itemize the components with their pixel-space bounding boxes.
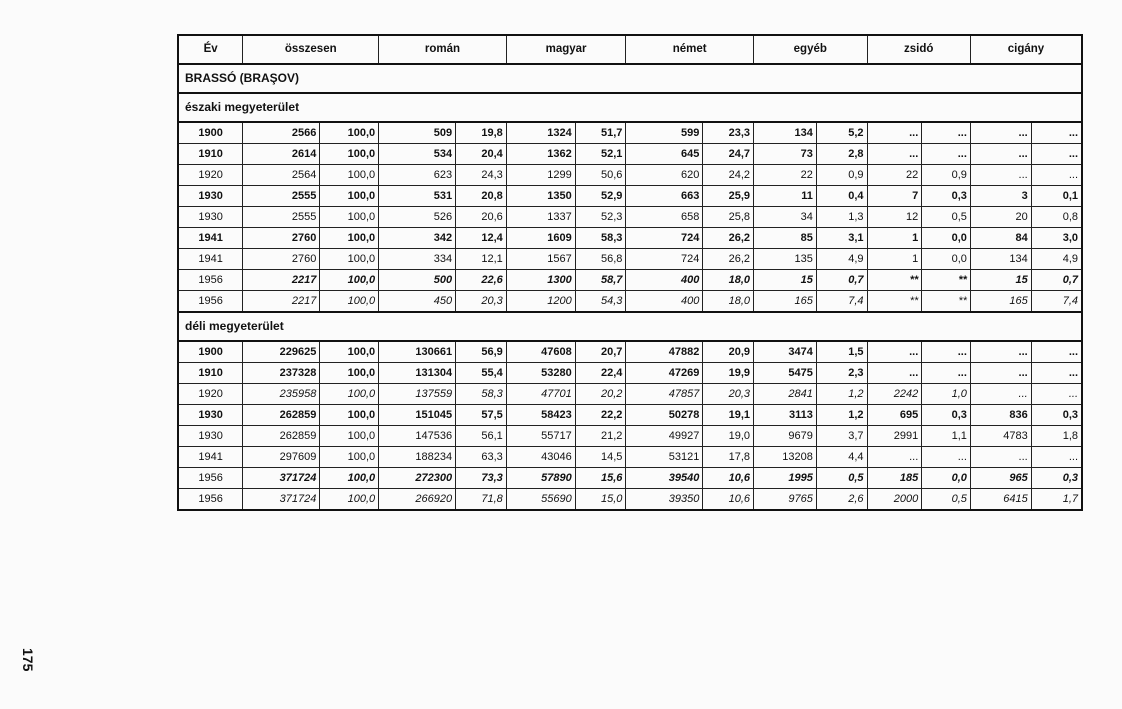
value-cell: 1,1 bbox=[922, 426, 971, 447]
value-cell: 63,3 bbox=[456, 447, 507, 468]
value-cell: 26,2 bbox=[703, 228, 754, 249]
value-cell: ... bbox=[867, 447, 922, 468]
value-cell: 5,2 bbox=[816, 122, 867, 144]
value-cell: 0,5 bbox=[816, 468, 867, 489]
value-cell: 100,0 bbox=[320, 165, 379, 186]
value-cell: 73,3 bbox=[456, 468, 507, 489]
value-cell: ... bbox=[867, 122, 922, 144]
value-cell: 15,6 bbox=[575, 468, 626, 489]
value-cell: 0,9 bbox=[922, 165, 971, 186]
value-cell: 9679 bbox=[754, 426, 817, 447]
header-row bbox=[178, 35, 1082, 64]
value-cell: ... bbox=[922, 144, 971, 165]
value-cell: 450 bbox=[379, 291, 456, 313]
value-cell: 137559 bbox=[379, 384, 456, 405]
page-number: 175 bbox=[20, 648, 36, 672]
value-cell: 262859 bbox=[243, 426, 320, 447]
value-cell: 0,3 bbox=[922, 186, 971, 207]
value-cell: 58423 bbox=[506, 405, 575, 426]
value-cell: 47269 bbox=[626, 363, 703, 384]
value-cell: 14,5 bbox=[575, 447, 626, 468]
header-other: egyéb bbox=[754, 35, 867, 64]
value-cell: ... bbox=[1031, 447, 1082, 468]
value-cell: 724 bbox=[626, 228, 703, 249]
value-cell: 1 bbox=[867, 249, 922, 270]
value-cell: 3113 bbox=[754, 405, 817, 426]
value-cell: 100,0 bbox=[320, 468, 379, 489]
value-cell: 1299 bbox=[506, 165, 575, 186]
value-cell: ... bbox=[970, 144, 1031, 165]
value-cell: 400 bbox=[626, 270, 703, 291]
value-cell: 52,3 bbox=[575, 207, 626, 228]
value-cell: 100,0 bbox=[320, 249, 379, 270]
year-cell: 1910 bbox=[178, 144, 243, 165]
value-cell: 2,3 bbox=[816, 363, 867, 384]
value-cell: 58,7 bbox=[575, 270, 626, 291]
year-cell: 1941 bbox=[178, 249, 243, 270]
value-cell: 0,1 bbox=[1031, 186, 1082, 207]
value-cell: 19,0 bbox=[703, 426, 754, 447]
value-cell: ... bbox=[922, 122, 971, 144]
value-cell: 22 bbox=[867, 165, 922, 186]
census-table-container bbox=[177, 34, 1083, 511]
value-cell: 10,6 bbox=[703, 489, 754, 511]
value-cell: 262859 bbox=[243, 405, 320, 426]
value-cell: 0,0 bbox=[922, 468, 971, 489]
value-cell: 100,0 bbox=[320, 270, 379, 291]
value-cell: 52,9 bbox=[575, 186, 626, 207]
value-cell: 4783 bbox=[970, 426, 1031, 447]
value-cell: 18,0 bbox=[703, 291, 754, 313]
value-cell: 2566 bbox=[243, 122, 320, 144]
value-cell: ... bbox=[970, 341, 1031, 363]
value-cell: ... bbox=[1031, 341, 1082, 363]
value-cell: ** bbox=[922, 270, 971, 291]
value-cell: 25,9 bbox=[703, 186, 754, 207]
value-cell: 272300 bbox=[379, 468, 456, 489]
value-cell: 56,9 bbox=[456, 341, 507, 363]
table-row bbox=[178, 144, 1082, 165]
value-cell: 2242 bbox=[867, 384, 922, 405]
value-cell: 7,4 bbox=[1031, 291, 1082, 313]
value-cell: ... bbox=[922, 363, 971, 384]
county-row bbox=[178, 64, 1082, 93]
value-cell: 49927 bbox=[626, 426, 703, 447]
value-cell: 84 bbox=[970, 228, 1031, 249]
value-cell: 47608 bbox=[506, 341, 575, 363]
value-cell: 266920 bbox=[379, 489, 456, 511]
value-cell: 500 bbox=[379, 270, 456, 291]
value-cell: ... bbox=[867, 144, 922, 165]
value-cell: ... bbox=[867, 363, 922, 384]
value-cell: 20,9 bbox=[703, 341, 754, 363]
value-cell: 19,9 bbox=[703, 363, 754, 384]
value-cell: 57,5 bbox=[456, 405, 507, 426]
value-cell: 100,0 bbox=[320, 447, 379, 468]
value-cell: ** bbox=[867, 291, 922, 313]
value-cell: 5475 bbox=[754, 363, 817, 384]
value-cell: 663 bbox=[626, 186, 703, 207]
value-cell: 2841 bbox=[754, 384, 817, 405]
value-cell: ... bbox=[970, 447, 1031, 468]
value-cell: 4,9 bbox=[1031, 249, 1082, 270]
value-cell: 134 bbox=[970, 249, 1031, 270]
value-cell: 151045 bbox=[379, 405, 456, 426]
value-cell: 229625 bbox=[243, 341, 320, 363]
value-cell: 2217 bbox=[243, 291, 320, 313]
value-cell: 13208 bbox=[754, 447, 817, 468]
table-row bbox=[178, 447, 1082, 468]
value-cell: 22,6 bbox=[456, 270, 507, 291]
value-cell: 134 bbox=[754, 122, 817, 144]
value-cell: ** bbox=[922, 291, 971, 313]
value-cell: 58,3 bbox=[456, 384, 507, 405]
year-cell: 1910 bbox=[178, 363, 243, 384]
value-cell: 334 bbox=[379, 249, 456, 270]
value-cell: 0,7 bbox=[816, 270, 867, 291]
header-hungarian: magyar bbox=[506, 35, 626, 64]
value-cell: 130661 bbox=[379, 341, 456, 363]
value-cell: 100,0 bbox=[320, 144, 379, 165]
value-cell: 0,8 bbox=[1031, 207, 1082, 228]
value-cell: 2555 bbox=[243, 207, 320, 228]
value-cell: 20,8 bbox=[456, 186, 507, 207]
value-cell: 15 bbox=[970, 270, 1031, 291]
year-cell: 1956 bbox=[178, 291, 243, 313]
year-cell: 1956 bbox=[178, 468, 243, 489]
value-cell: 4,9 bbox=[816, 249, 867, 270]
table-row bbox=[178, 291, 1082, 313]
header-year: Év bbox=[178, 35, 243, 64]
value-cell: 1 bbox=[867, 228, 922, 249]
year-cell: 1941 bbox=[178, 228, 243, 249]
value-cell: 342 bbox=[379, 228, 456, 249]
table-row bbox=[178, 384, 1082, 405]
value-cell: 2760 bbox=[243, 249, 320, 270]
value-cell: 188234 bbox=[379, 447, 456, 468]
value-cell: 400 bbox=[626, 291, 703, 313]
value-cell: 3 bbox=[970, 186, 1031, 207]
section-title: északi megyeterület bbox=[178, 93, 1082, 122]
value-cell: 0,3 bbox=[1031, 468, 1082, 489]
value-cell: 4,4 bbox=[816, 447, 867, 468]
value-cell: 165 bbox=[970, 291, 1031, 313]
value-cell: 50,6 bbox=[575, 165, 626, 186]
value-cell: 724 bbox=[626, 249, 703, 270]
value-cell: 135 bbox=[754, 249, 817, 270]
value-cell: 20,6 bbox=[456, 207, 507, 228]
value-cell: 100,0 bbox=[320, 384, 379, 405]
value-cell: 20,2 bbox=[575, 384, 626, 405]
value-cell: 39350 bbox=[626, 489, 703, 511]
value-cell: 2,8 bbox=[816, 144, 867, 165]
value-cell: 2000 bbox=[867, 489, 922, 511]
value-cell: 371724 bbox=[243, 489, 320, 511]
value-cell: 1362 bbox=[506, 144, 575, 165]
value-cell: 43046 bbox=[506, 447, 575, 468]
year-cell: 1900 bbox=[178, 341, 243, 363]
value-cell: 9765 bbox=[754, 489, 817, 511]
value-cell: 55717 bbox=[506, 426, 575, 447]
value-cell: 3,7 bbox=[816, 426, 867, 447]
value-cell: 19,1 bbox=[703, 405, 754, 426]
value-cell: 24,3 bbox=[456, 165, 507, 186]
value-cell: 15 bbox=[754, 270, 817, 291]
value-cell: ... bbox=[970, 122, 1031, 144]
value-cell: 3,1 bbox=[816, 228, 867, 249]
value-cell: 1,0 bbox=[922, 384, 971, 405]
year-cell: 1930 bbox=[178, 186, 243, 207]
table-row bbox=[178, 165, 1082, 186]
value-cell: 0,3 bbox=[1031, 405, 1082, 426]
value-cell: 20,3 bbox=[456, 291, 507, 313]
year-cell: 1930 bbox=[178, 426, 243, 447]
value-cell: 100,0 bbox=[320, 363, 379, 384]
value-cell: 1324 bbox=[506, 122, 575, 144]
section-row bbox=[178, 312, 1082, 341]
value-cell: 54,3 bbox=[575, 291, 626, 313]
value-cell: 12 bbox=[867, 207, 922, 228]
value-cell: 1,5 bbox=[816, 341, 867, 363]
value-cell: 2217 bbox=[243, 270, 320, 291]
value-cell: 47857 bbox=[626, 384, 703, 405]
value-cell: 100,0 bbox=[320, 405, 379, 426]
value-cell: 2614 bbox=[243, 144, 320, 165]
value-cell: 24,2 bbox=[703, 165, 754, 186]
value-cell: 50278 bbox=[626, 405, 703, 426]
value-cell: 0,7 bbox=[1031, 270, 1082, 291]
value-cell: 26,2 bbox=[703, 249, 754, 270]
table-row bbox=[178, 228, 1082, 249]
value-cell: ** bbox=[867, 270, 922, 291]
value-cell: 100,0 bbox=[320, 186, 379, 207]
value-cell: 7,4 bbox=[816, 291, 867, 313]
value-cell: 6415 bbox=[970, 489, 1031, 511]
value-cell: 24,7 bbox=[703, 144, 754, 165]
value-cell: 531 bbox=[379, 186, 456, 207]
table-row bbox=[178, 405, 1082, 426]
value-cell: ... bbox=[970, 363, 1031, 384]
value-cell: 39540 bbox=[626, 468, 703, 489]
value-cell: 18,0 bbox=[703, 270, 754, 291]
value-cell: 1337 bbox=[506, 207, 575, 228]
table-body bbox=[178, 64, 1082, 510]
value-cell: ... bbox=[1031, 165, 1082, 186]
value-cell: 237328 bbox=[243, 363, 320, 384]
value-cell: ... bbox=[1031, 122, 1082, 144]
value-cell: 15,0 bbox=[575, 489, 626, 511]
header-romanian: román bbox=[379, 35, 507, 64]
value-cell: 17,8 bbox=[703, 447, 754, 468]
value-cell: 20 bbox=[970, 207, 1031, 228]
table-row bbox=[178, 489, 1082, 511]
value-cell: 56,8 bbox=[575, 249, 626, 270]
value-cell: 55,4 bbox=[456, 363, 507, 384]
value-cell: 3,0 bbox=[1031, 228, 1082, 249]
year-cell: 1941 bbox=[178, 447, 243, 468]
table-row bbox=[178, 341, 1082, 363]
value-cell: 2991 bbox=[867, 426, 922, 447]
value-cell: 19,8 bbox=[456, 122, 507, 144]
value-cell: 235958 bbox=[243, 384, 320, 405]
value-cell: 620 bbox=[626, 165, 703, 186]
value-cell: 55690 bbox=[506, 489, 575, 511]
county-title: BRASSÓ (BRAŞOV) bbox=[178, 64, 1082, 93]
value-cell: 2760 bbox=[243, 228, 320, 249]
value-cell: 965 bbox=[970, 468, 1031, 489]
value-cell: 599 bbox=[626, 122, 703, 144]
value-cell: 22,2 bbox=[575, 405, 626, 426]
value-cell: 526 bbox=[379, 207, 456, 228]
value-cell: 100,0 bbox=[320, 341, 379, 363]
value-cell: 1995 bbox=[754, 468, 817, 489]
value-cell: 22,4 bbox=[575, 363, 626, 384]
value-cell: 1200 bbox=[506, 291, 575, 313]
value-cell: 100,0 bbox=[320, 291, 379, 313]
value-cell: 1,3 bbox=[816, 207, 867, 228]
value-cell: 53280 bbox=[506, 363, 575, 384]
value-cell: 58,3 bbox=[575, 228, 626, 249]
value-cell: 1350 bbox=[506, 186, 575, 207]
value-cell: 22 bbox=[754, 165, 817, 186]
value-cell: 47882 bbox=[626, 341, 703, 363]
value-cell: 100,0 bbox=[320, 207, 379, 228]
value-cell: 71,8 bbox=[456, 489, 507, 511]
value-cell: 185 bbox=[867, 468, 922, 489]
value-cell: 371724 bbox=[243, 468, 320, 489]
header-total: összesen bbox=[243, 35, 379, 64]
value-cell: 20,3 bbox=[703, 384, 754, 405]
value-cell: 2564 bbox=[243, 165, 320, 186]
value-cell: 53121 bbox=[626, 447, 703, 468]
census-table bbox=[177, 34, 1083, 511]
value-cell: 2,6 bbox=[816, 489, 867, 511]
value-cell: 695 bbox=[867, 405, 922, 426]
section-title: déli megyeterület bbox=[178, 312, 1082, 341]
value-cell: 57890 bbox=[506, 468, 575, 489]
value-cell: 0,0 bbox=[922, 249, 971, 270]
value-cell: 0,4 bbox=[816, 186, 867, 207]
value-cell: ... bbox=[970, 384, 1031, 405]
year-cell: 1930 bbox=[178, 207, 243, 228]
table-row bbox=[178, 249, 1082, 270]
value-cell: 100,0 bbox=[320, 228, 379, 249]
header-german: német bbox=[626, 35, 754, 64]
year-cell: 1956 bbox=[178, 270, 243, 291]
value-cell: ... bbox=[867, 341, 922, 363]
year-cell: 1920 bbox=[178, 165, 243, 186]
value-cell: 51,7 bbox=[575, 122, 626, 144]
value-cell: 3474 bbox=[754, 341, 817, 363]
value-cell: 0,5 bbox=[922, 489, 971, 511]
value-cell: 147536 bbox=[379, 426, 456, 447]
value-cell: 12,1 bbox=[456, 249, 507, 270]
value-cell: 1609 bbox=[506, 228, 575, 249]
value-cell: 0,9 bbox=[816, 165, 867, 186]
value-cell: ... bbox=[1031, 144, 1082, 165]
value-cell: 73 bbox=[754, 144, 817, 165]
year-cell: 1956 bbox=[178, 489, 243, 511]
value-cell: 297609 bbox=[243, 447, 320, 468]
value-cell: 1300 bbox=[506, 270, 575, 291]
table-row bbox=[178, 207, 1082, 228]
value-cell: ... bbox=[1031, 363, 1082, 384]
value-cell: 10,6 bbox=[703, 468, 754, 489]
value-cell: ... bbox=[1031, 384, 1082, 405]
header-jewish: zsidó bbox=[867, 35, 970, 64]
value-cell: 1,7 bbox=[1031, 489, 1082, 511]
value-cell: 52,1 bbox=[575, 144, 626, 165]
table-row bbox=[178, 363, 1082, 384]
table-row bbox=[178, 468, 1082, 489]
value-cell: 20,7 bbox=[575, 341, 626, 363]
section-row bbox=[178, 93, 1082, 122]
value-cell: ... bbox=[970, 165, 1031, 186]
value-cell: 21,2 bbox=[575, 426, 626, 447]
table-row bbox=[178, 426, 1082, 447]
value-cell: 0,0 bbox=[922, 228, 971, 249]
value-cell: 131304 bbox=[379, 363, 456, 384]
value-cell: 645 bbox=[626, 144, 703, 165]
value-cell: 47701 bbox=[506, 384, 575, 405]
value-cell: 509 bbox=[379, 122, 456, 144]
table-row bbox=[178, 186, 1082, 207]
value-cell: ... bbox=[922, 341, 971, 363]
value-cell: 12,4 bbox=[456, 228, 507, 249]
value-cell: 165 bbox=[754, 291, 817, 313]
value-cell: 0,3 bbox=[922, 405, 971, 426]
year-cell: 1900 bbox=[178, 122, 243, 144]
value-cell: 1,2 bbox=[816, 384, 867, 405]
table-row bbox=[178, 270, 1082, 291]
value-cell: 85 bbox=[754, 228, 817, 249]
value-cell: 23,3 bbox=[703, 122, 754, 144]
value-cell: 100,0 bbox=[320, 489, 379, 511]
value-cell: 100,0 bbox=[320, 426, 379, 447]
value-cell: ... bbox=[922, 447, 971, 468]
value-cell: 1,2 bbox=[816, 405, 867, 426]
year-cell: 1930 bbox=[178, 405, 243, 426]
table-row bbox=[178, 122, 1082, 144]
value-cell: 534 bbox=[379, 144, 456, 165]
value-cell: 658 bbox=[626, 207, 703, 228]
value-cell: 20,4 bbox=[456, 144, 507, 165]
value-cell: 0,5 bbox=[922, 207, 971, 228]
value-cell: 56,1 bbox=[456, 426, 507, 447]
value-cell: 7 bbox=[867, 186, 922, 207]
value-cell: 623 bbox=[379, 165, 456, 186]
value-cell: 34 bbox=[754, 207, 817, 228]
value-cell: 1,8 bbox=[1031, 426, 1082, 447]
value-cell: 2555 bbox=[243, 186, 320, 207]
value-cell: 25,8 bbox=[703, 207, 754, 228]
value-cell: 1567 bbox=[506, 249, 575, 270]
value-cell: 100,0 bbox=[320, 122, 379, 144]
year-cell: 1920 bbox=[178, 384, 243, 405]
value-cell: 11 bbox=[754, 186, 817, 207]
header-roma: cigány bbox=[970, 35, 1082, 64]
value-cell: 836 bbox=[970, 405, 1031, 426]
